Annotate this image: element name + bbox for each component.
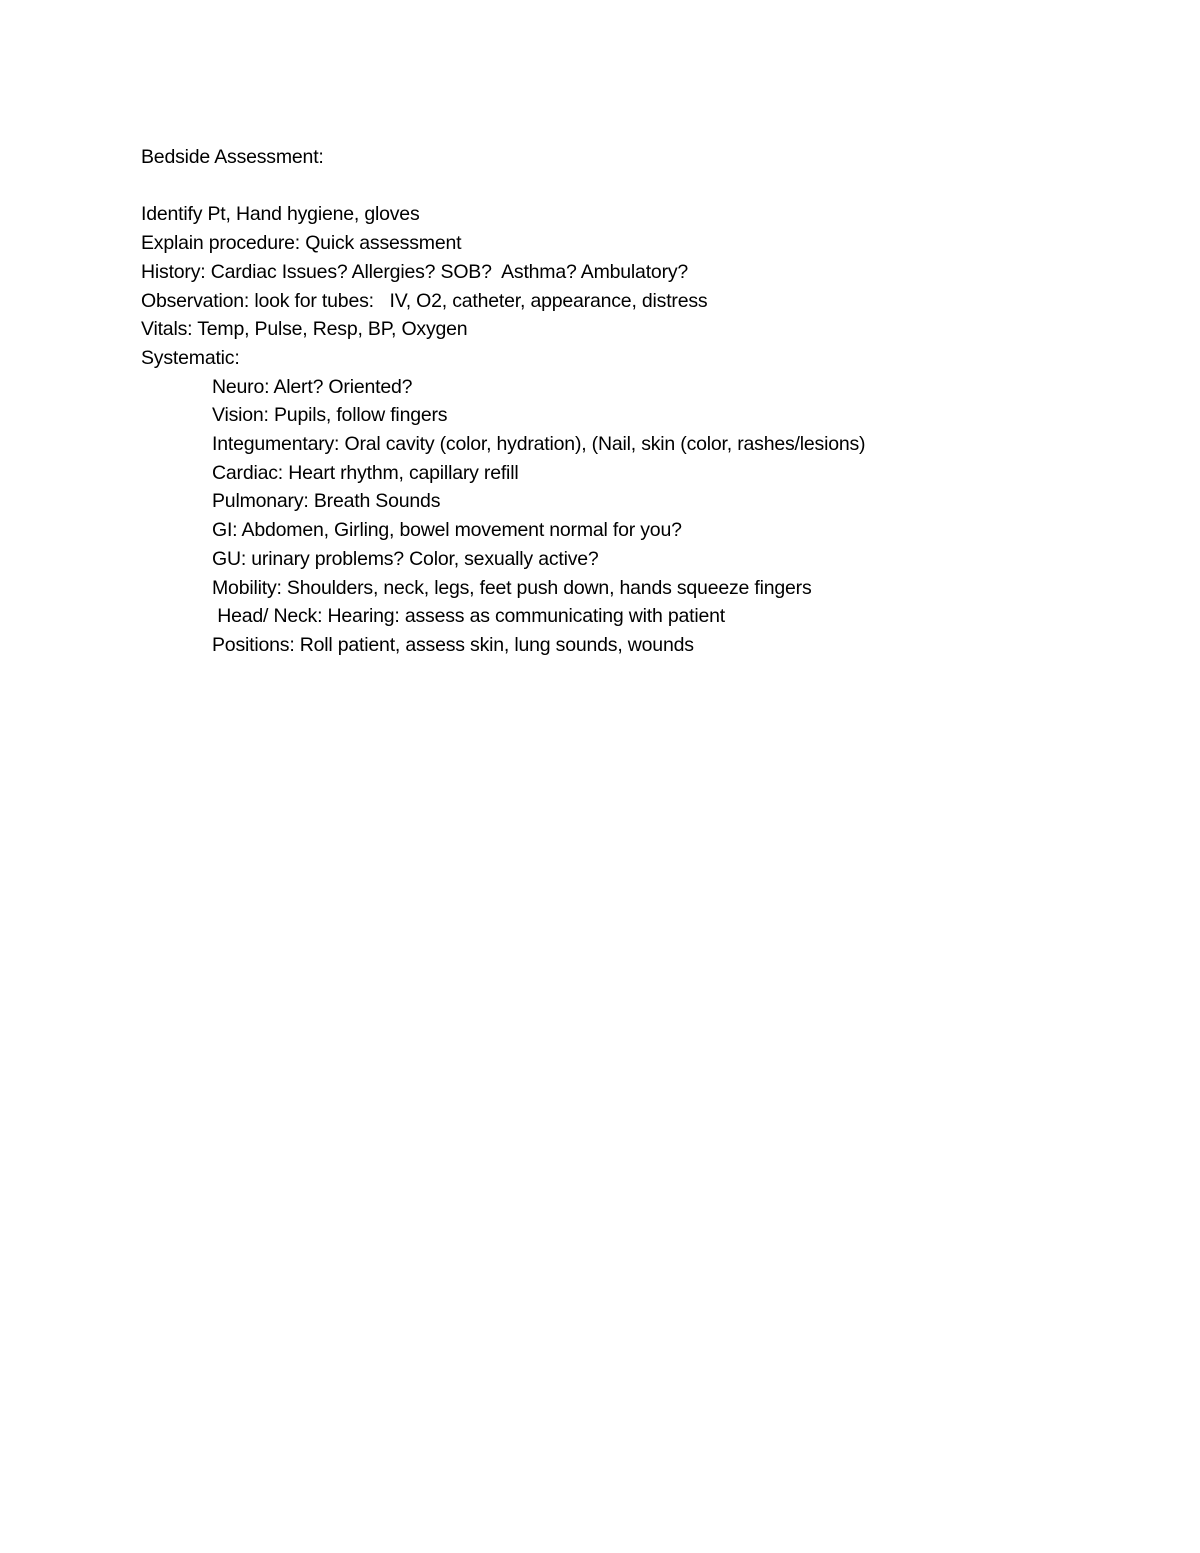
- document-body: [141, 143, 1141, 660]
- document-title: Bedside Assessment:: [141, 146, 324, 168]
- step-systematic: Systematic:: [141, 346, 240, 369]
- step-identify: Identify Pt, Hand hygiene, gloves: [141, 203, 420, 226]
- systematic-item-pulmonary: Pulmonary: Breath Sounds: [212, 490, 441, 513]
- systematic-item-mobility: Mobility: Shoulders, neck, legs, feet push down, hands squeeze fingers: [212, 576, 812, 599]
- systematic-item-positions: Positions: Roll patient, assess skin, lung sounds, wounds: [212, 633, 694, 656]
- blank-line: [141, 172, 1141, 201]
- step-history: History: Cardiac Issues? Allergies? SOB? Asthma? Ambulatory?: [141, 260, 689, 283]
- systematic-item-integumentary: Integumentary: Oral cavity (color, hydration), (Nail, skin (color, rashes/lesions): [212, 433, 866, 456]
- systematic-item-neuro: Neuro: Alert? Oriented?: [212, 375, 413, 398]
- systematic-item-gu: GU: urinary problems? Color, sexually active?: [212, 547, 599, 570]
- systematic-item-gi: GI: Abdomen, Girling, bowel movement normal for you?: [212, 519, 682, 542]
- systematic-item-head-neck: Head/ Neck: Hearing: assess as communicating with patient: [212, 605, 725, 628]
- step-observation: Observation: look for tubes: IV, O2, catheter, appearance, distress: [141, 289, 708, 312]
- step-explain: Explain procedure: Quick assessment: [141, 232, 462, 255]
- step-vitals: Vitals: Temp, Pulse, Resp, BP, Oxygen: [141, 318, 468, 341]
- systematic-item-vision: Vision: Pupils, follow fingers: [212, 404, 448, 427]
- systematic-item-cardiac: Cardiac: Heart rhythm, capillary refill: [212, 461, 519, 484]
